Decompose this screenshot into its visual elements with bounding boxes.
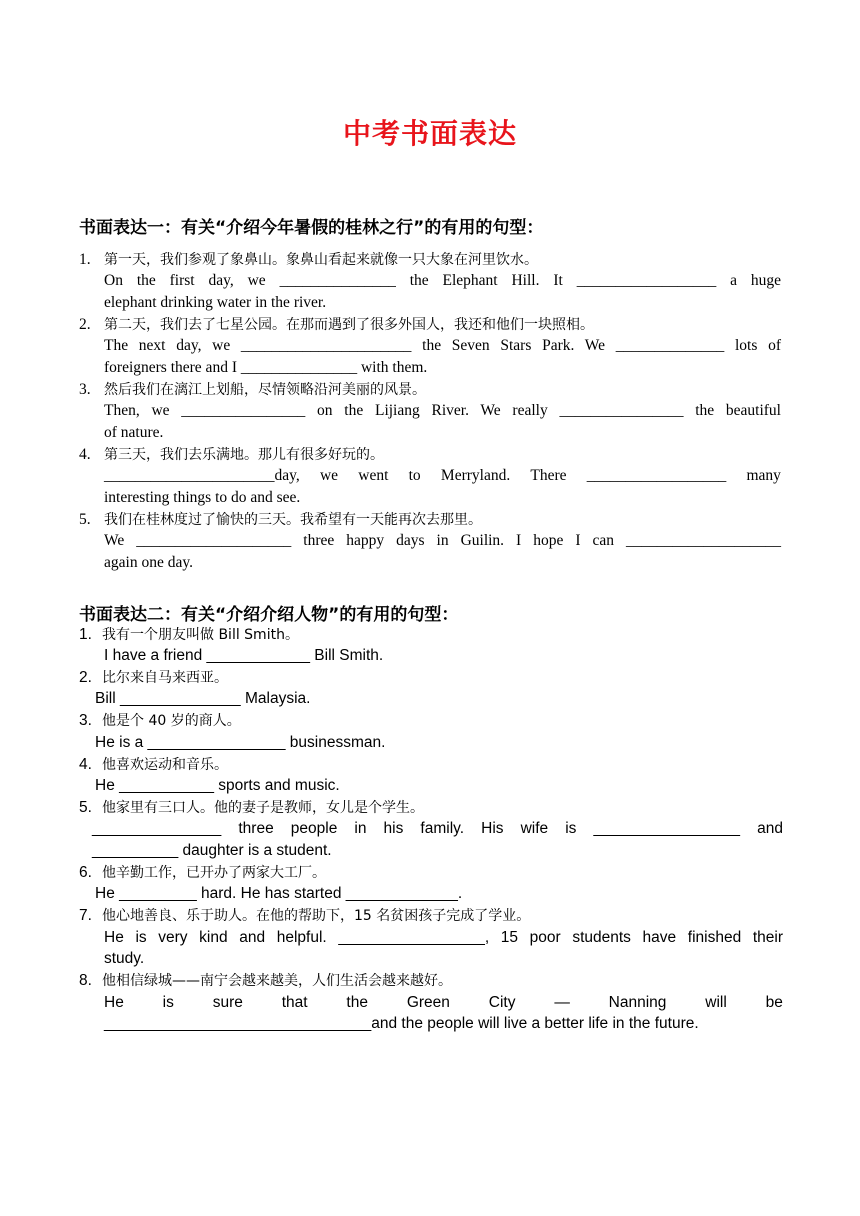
item-number: 2. — [79, 669, 92, 686]
item-english-line-2: foreigners there and I _______________ with them. — [104, 359, 428, 376]
item-number: 5. — [79, 799, 92, 816]
item-chinese: 然后我们在漓江上划船，尽情领略沿河美丽的风景。 — [104, 382, 426, 398]
item-english-line-1: We ____________________ three happy days in Guilin. I hope I can ____________________ — [104, 532, 781, 549]
item-english-line-1: I have a friend ____________ Bill Smith. — [104, 647, 384, 664]
item-chinese: 第一天，我们参观了象鼻山。象鼻山看起来就像一只大象在河里饮水。 — [104, 252, 538, 268]
item-chinese: 我有一个朋友叫做 Bill Smith。 — [102, 627, 299, 643]
item-english-line-1: _______________ three people in his family. His wife is _________________ and — [92, 820, 783, 837]
item-number: 7. — [79, 907, 92, 924]
item-english-line-2: __________ daughter is a student. — [92, 842, 332, 859]
item-chinese: 第二天，我们去了七星公园。在那而遇到了很多外国人，我还和他们一块照相。 — [104, 317, 594, 333]
item-chinese: 他喜欢运动和音乐。 — [102, 757, 228, 773]
item-number: 5. — [79, 511, 91, 528]
item-english-line-1: ______________________day, we went to Merryland. There __________________ many — [104, 467, 781, 484]
item-number: 3. — [79, 712, 92, 729]
item-number: 4. — [79, 446, 91, 463]
item-english-line-1: The next day, we ______________________ the Seven Stars Park. We ______________ lots of — [104, 337, 781, 354]
item-english-line-2: again one day. — [104, 554, 193, 571]
item-english-line-2: elephant drinking water in the river. — [104, 294, 327, 311]
item-number: 2. — [79, 316, 91, 333]
item-chinese: 他家里有三口人。他的妻子是教师，女儿是个学生。 — [102, 800, 424, 816]
item-english-line-2: interesting things to do and see. — [104, 489, 301, 506]
item-english-line-2: of nature. — [104, 424, 164, 441]
item-number: 3. — [79, 381, 91, 398]
item-english-line-2: study. — [104, 950, 145, 967]
item-number: 1. — [79, 251, 91, 268]
item-chinese: 他心地善良、乐于助人。在他的帮助下，15 名贫困孩子完成了学业。 — [102, 908, 531, 924]
item-english-line-1: Then, we ________________ on the Lijiang River. We really ________________ the beautiful — [104, 402, 781, 419]
item-english-line-1: He is very kind and helpful. _________________, 15 poor students have finished their — [104, 929, 783, 946]
item-number: 1. — [79, 626, 92, 643]
item-english-line-1: He is sure that the Green City — Nanning will be — [104, 994, 783, 1011]
item-number: 8. — [79, 972, 92, 989]
item-english-line-1: He _________ hard. He has started _____________. — [95, 885, 463, 902]
section-2-heading: 书面表达二：有关“介绍介绍人物”的有用的句型： — [79, 605, 459, 625]
item-english-line-1: He is a ________________ businessman. — [95, 734, 386, 751]
item-english-line-1: He ___________ sports and music. — [95, 777, 340, 794]
item-number: 4. — [79, 756, 92, 773]
item-english-line-1: On the first day, we _______________ the Elephant Hill. It __________________ a huge — [104, 272, 781, 289]
item-chinese: 他辛勤工作，已开办了两家大工厂。 — [102, 865, 326, 881]
item-chinese: 他是个 40 岁的商人。 — [102, 713, 241, 729]
item-chinese: 我们在桂林度过了愉快的三天。我希望有一天能再次去那里。 — [104, 512, 482, 528]
item-number: 6. — [79, 864, 92, 881]
item-english-line-1: Bill ______________ Malaysia. — [95, 690, 311, 707]
item-chinese: 第三天，我们去乐满地。那儿有很多好玩的。 — [104, 447, 384, 463]
page-title: 中考书面表达 — [342, 117, 517, 150]
item-chinese: 他相信绿城——南宁会越来越美，人们生活会越来越好。 — [102, 973, 452, 989]
section-1-heading: 书面表达一：有关“介绍今年暑假的桂林之行”的有用的句型： — [79, 218, 544, 238]
item-english-line-2: _______________________________and the people will live a better life in the future. — [104, 1015, 699, 1032]
item-chinese: 比尔来自马来西亚。 — [102, 670, 228, 686]
